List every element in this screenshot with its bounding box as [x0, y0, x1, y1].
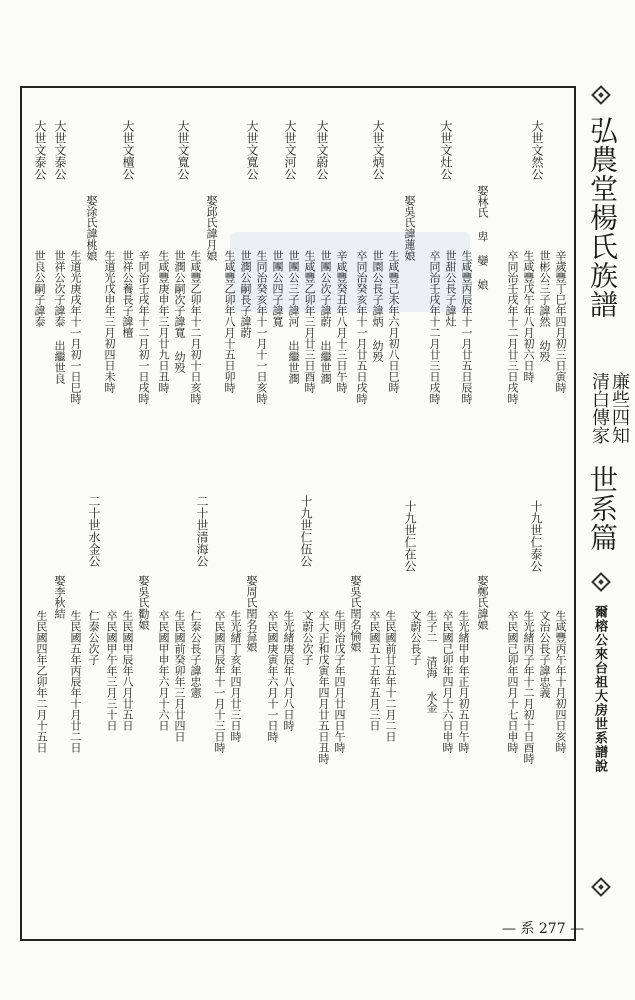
spouse-line: 娶邱氏諱月娘	[205, 195, 218, 261]
text-column: 卒民國甲申年六月十六日	[157, 610, 170, 731]
text-column: 辛咸豐癸丑年八月十三日午時	[335, 250, 348, 393]
person-heading: 大世文泰公	[53, 120, 67, 180]
text-column: 生民國前廿五年十二月二日	[384, 610, 397, 742]
text-column: 生道光庚戌年十一月初一日巳時	[69, 250, 82, 404]
text-column: 生光緒甲申年正月初五日午時	[457, 610, 470, 753]
text-column: 生咸豐丙午年十月初四日亥時	[554, 610, 567, 753]
text-column: 生明治戊子年四月廿四日午時	[333, 610, 346, 753]
book-title: 弘農堂楊氏族譜	[586, 116, 619, 319]
spouse-line: 娶林氏 卑 孌 娘	[476, 185, 489, 290]
text-column: 世潤公嗣長子諱蔚	[239, 250, 252, 338]
text-column: 世團公三子諱河 出繼世潤	[287, 250, 300, 384]
text-column: 卒同治壬戌年十二月廿三日戌時	[506, 250, 519, 404]
spouse-line: 娶涂氏諱桃娘	[85, 195, 98, 261]
text-column: 仁泰公次子	[87, 610, 100, 665]
diamond-ornament-top	[591, 85, 611, 105]
text-column: 生光緒庚辰年八月八日時	[282, 610, 295, 731]
text-column: 辛歲豐丁巳年四月初三日寅時	[554, 250, 567, 393]
person-heading: 大世文寬公	[245, 120, 259, 180]
text-column: 卒民國五十五年五月三日	[368, 610, 381, 731]
text-column: 卒同治壬戌年十二月廿三日戌時	[428, 250, 441, 404]
text-column: 卒民國己卯年四月十六日申時	[441, 610, 454, 753]
text-column: 生咸豐丙辰年十一月廿五日辰時	[460, 250, 473, 404]
spouse-line: 娶吳氏勸娘	[137, 575, 150, 630]
text-column: 生咸豐乙卯年十二月初十日亥時	[189, 250, 202, 404]
text-column: 生咸豐戊午年八月初六日時	[522, 250, 535, 382]
text-column: 生咸豐庚申年三月廿九日丑時	[157, 250, 170, 393]
text-column: 世祥公養長子諱檀	[121, 250, 134, 338]
spouse-line: 娶周氏閏名益娘	[245, 575, 258, 652]
person-heading: 二十世清海公	[195, 495, 209, 567]
text-column: 世園公長子諱炳 幼殁	[371, 250, 384, 362]
text-column: 世潤公嗣次子諱寬 幼殁	[173, 250, 186, 373]
content-frame	[20, 86, 576, 941]
text-column: 生咸豐乙卯年三月廿三日酉時	[303, 250, 316, 393]
person-heading: 十九世仁伍公	[299, 495, 313, 567]
title-motto-2: 廉些四知	[609, 372, 630, 444]
diamond-ornament-bottom	[591, 877, 611, 897]
spouse-line: 娶鄭氏諱娘	[476, 575, 489, 630]
text-column: 仁泰公長子諱忠憲	[189, 610, 202, 698]
person-heading: 大世文寬公	[176, 120, 190, 180]
text-column: 生光緒丁亥年四月廿三日時	[229, 610, 242, 742]
text-column: 卒大正和戊寅年四月廿五日丑時	[317, 610, 330, 764]
person-heading: 十九世仁在公	[403, 500, 417, 572]
title-motto-1: 清白傳家	[589, 372, 610, 444]
person-heading: 大世文然公	[530, 120, 544, 180]
text-column: 卒民國庚寅年六月十一日時	[266, 610, 279, 742]
text-column: 世甜公長子諱灶	[444, 250, 457, 327]
spouse-line: 娶吳氏諱蓮娘	[403, 195, 416, 261]
person-heading: 大世文泰公	[33, 120, 47, 180]
text-column: 生咸豐乙卯年八月十五日卯時	[223, 250, 236, 393]
text-column: 生民國前癸卯年三月廿四日	[173, 610, 186, 742]
person-heading: 大世文灶公	[439, 120, 453, 180]
text-column: 卒民國丙辰年十一月十三日時	[213, 610, 226, 753]
text-column: 生民國四年乙卯年二月十五日	[35, 610, 48, 753]
text-column: 卒民國甲午年三月三十日	[105, 610, 118, 731]
text-column: 世彬公三子諱然 幼殁	[538, 250, 551, 362]
text-column: 文蔚公次子	[301, 610, 314, 665]
person-heading: 大世文炳公	[371, 120, 385, 180]
side-note: 爾榕公來台祖大房世系譜說	[592, 605, 607, 773]
text-column: 辛同治壬戌年十二月初一日戌時	[137, 250, 150, 404]
person-heading: 十九世仁泰公	[529, 500, 543, 572]
text-column: 卒同治癸亥年十一月廿五日戌時	[355, 250, 368, 404]
text-column: 世祥公次子諱泰 出繼世良	[53, 250, 66, 384]
person-heading: 大世文蔚公	[315, 120, 329, 180]
person-heading: 大世文河公	[283, 120, 297, 180]
text-column: 文治公長子諱忠義	[538, 610, 551, 698]
text-column: 生咸豐己未年六月初八日巳時	[387, 250, 400, 393]
section-title: 世系篇	[586, 465, 619, 552]
person-heading: 大世文檀公	[121, 120, 135, 180]
spouse-line: 娶李秋結	[53, 575, 66, 619]
page-number: — 系 277 —	[502, 921, 585, 937]
spouse-line: 娶吳氏閏名愉娘	[349, 575, 362, 652]
text-column: 文蔚公長子	[409, 610, 422, 665]
text-column: 生民國甲辰年八月廿五日	[121, 610, 134, 731]
text-column: 世團公四子諱寬	[271, 250, 284, 327]
person-heading: 二十世水金公	[87, 495, 101, 567]
text-column: 生同治癸亥年十一月十一日亥時	[255, 250, 268, 404]
text-column: 世良公嗣子諱泰	[33, 250, 46, 327]
text-column: 卒民國己卯年四月十七日申時	[506, 610, 519, 753]
text-column: 生民國五年丙辰年十月廿二日	[69, 610, 82, 753]
text-column: 生光緒丙子年十二月初十日酉時	[522, 610, 535, 764]
diamond-ornament-middle	[591, 572, 611, 592]
text-column: 世團公次子諱蔚 出繼世潤	[319, 250, 332, 384]
text-column: 生子二 清海 水金	[425, 610, 438, 713]
text-column: 生道光戊申年三月初四日未時	[103, 250, 116, 393]
